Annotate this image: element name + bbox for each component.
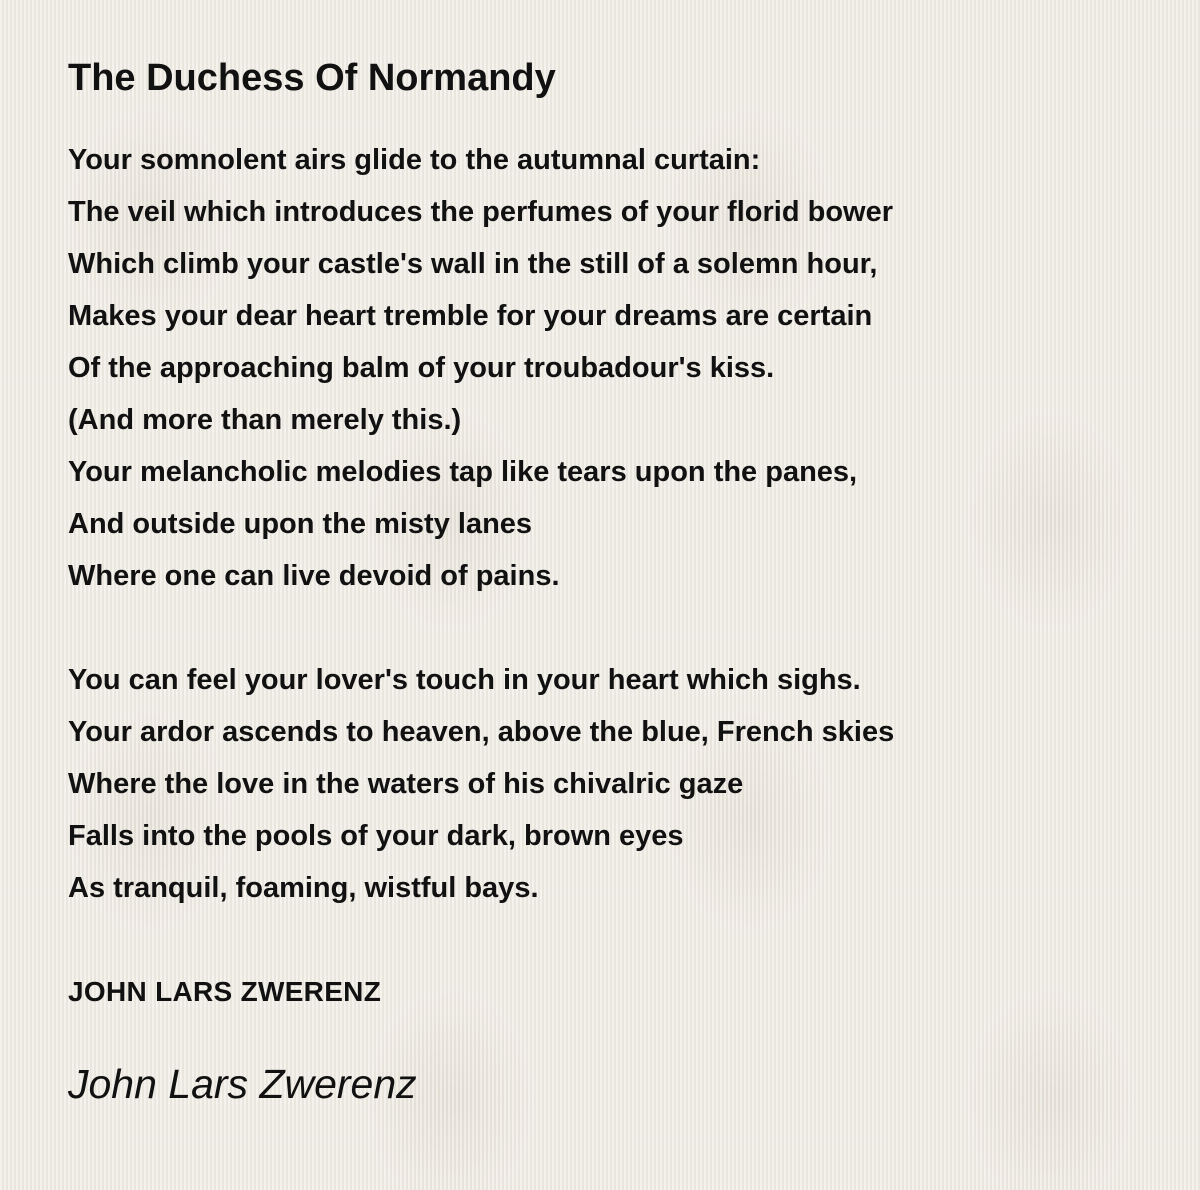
poem-line: (And more than merely this.) — [68, 404, 462, 436]
poem-title: The Duchess Of Normandy — [68, 57, 556, 99]
poem-line: And outside upon the misty lanes — [68, 508, 533, 540]
poem-page — [68, 52, 1148, 1110]
poem-line: Where the love in the waters of his chivalric gaze — [68, 768, 744, 800]
poem-line: Makes your dear heart tremble for your dreams are certain — [68, 300, 873, 332]
poem-body — [68, 134, 1148, 1110]
poem-line: As tranquil, foaming, wistful bays. — [68, 872, 539, 904]
stanza-1 — [68, 134, 1148, 602]
poem-line: Your ardor ascends to heaven, above the blue, French skies — [68, 716, 895, 748]
poem-line: The veil which introduces the perfumes of your florid bower — [68, 196, 893, 228]
poem-line: Which climb your castle's wall in the still of a solemn hour, — [68, 248, 878, 280]
poem-author: JOHN LARS ZWERENZ — [68, 976, 382, 1007]
author-signature: John Lars Zwerenz — [68, 1061, 417, 1107]
poem-line: You can feel your lover's touch in your heart which sighs. — [68, 664, 861, 696]
poem-line: Of the approaching balm of your troubadour's kiss. — [68, 352, 775, 384]
stanza-2 — [68, 654, 1148, 914]
poem-line: Your melancholic melodies tap like tears upon the panes, — [68, 456, 858, 488]
poem-line: Your somnolent airs glide to the autumnal curtain: — [68, 144, 761, 176]
poem-line: Where one can live devoid of pains. — [68, 560, 560, 592]
poem-line: Falls into the pools of your dark, brown eyes — [68, 820, 684, 852]
